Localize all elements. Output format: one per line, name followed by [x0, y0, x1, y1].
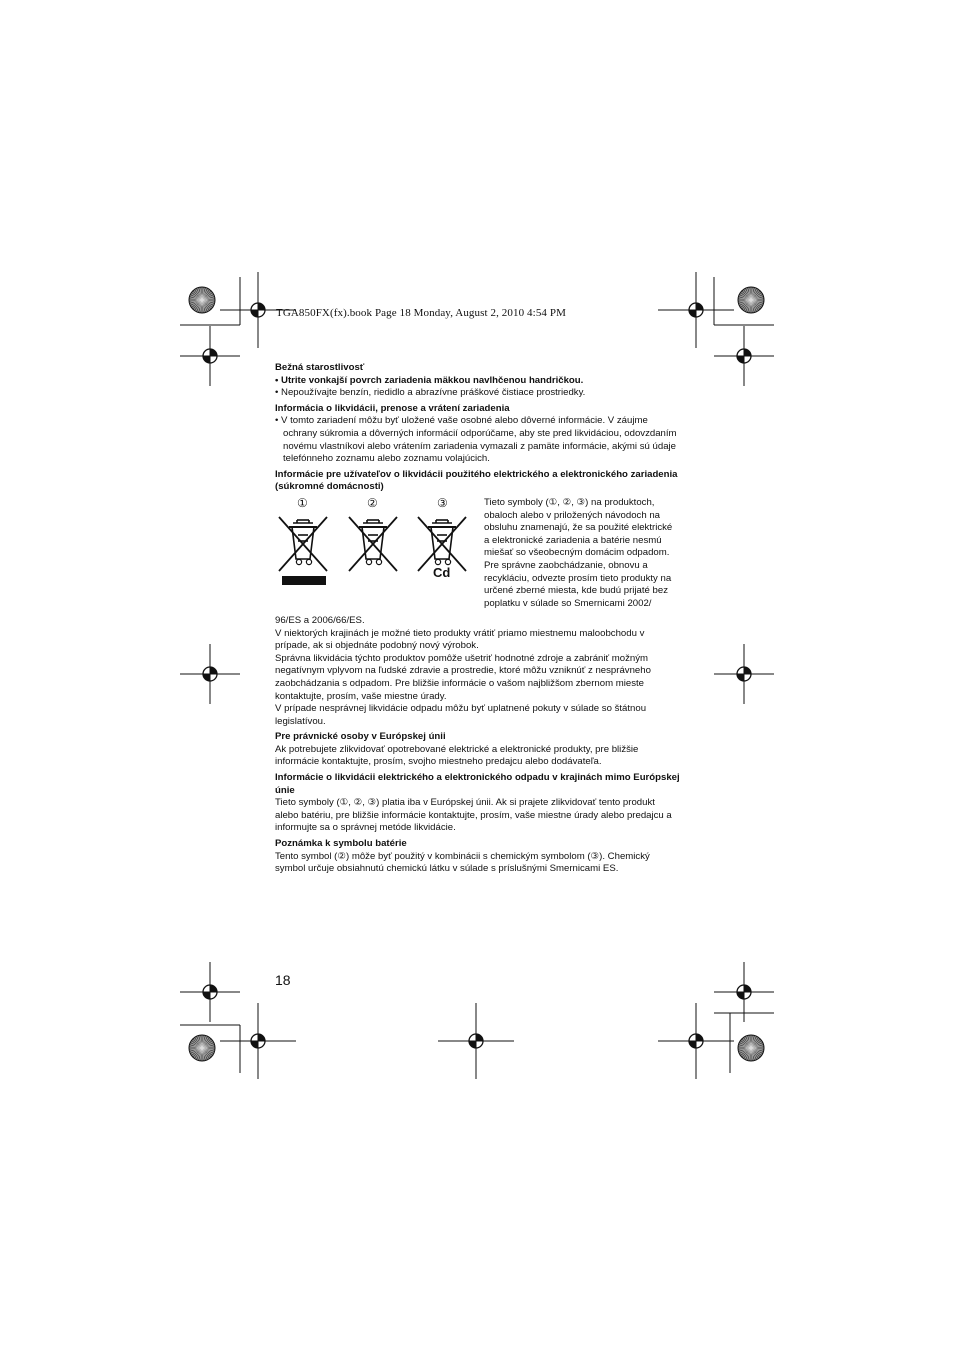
- registration-cross: [714, 326, 774, 386]
- symbol-3-label: ③: [437, 495, 448, 510]
- care-title: Bežná starostlivosť: [275, 362, 365, 373]
- outside-eu-text: Tieto symboly (①, ②, ③) platia iba v Európskej únii. Ak si prajete zlikvidovať tento produkt alebo batériu, pre bližšie informácie kontaktujte, prosím, vaše miestne úrady alebo predajcu a informujte sa o správnej metóde likvidácie.: [275, 797, 672, 834]
- page-number: 18: [275, 972, 291, 988]
- users-para-4: V prípade nesprávnej likvidácie odpadu môžu byť uplatnené pokuty v súlade so štátnou legislatívou.: [275, 703, 647, 727]
- crossed-bin-icon: [347, 515, 399, 573]
- battery-text: Tento symbol (②) môže byť použitý v kombinácii s chemickým symbolom (③). Chemický symbol určuje obsiahnutú chemickú látku v súlade s príslušnými Smernicami ES.: [275, 850, 650, 875]
- disposal-bullet-1-text: V tomto zariadení môžu byť uložené vaše osobné alebo dôverné informácie. V záujme ochrany súkromia a dôverných informácií odporúčame, aby ste pred likvidáciou, odovzdaním novému vlastníkovi alebo vrátením zariadenia vymazali z pamäte informácie, akými sú údaje telefónneho zoznamu alebo zoznamu volajúcich.: [281, 415, 677, 465]
- crossed-bin-icon: [277, 515, 329, 573]
- registration-cross: [220, 1003, 296, 1079]
- disposal-title: Informácia o likvidácii, prenose a vrátení zariadenia: [275, 402, 510, 414]
- business-text: Ak potrebujete zlikvidovať opotrebované elektrické a elektronické produkty, pre bližšie informácie kontaktujte, prosím, svojho miestneho predajcu alebo dodávateľa.: [275, 743, 639, 768]
- weee-block: [275, 497, 680, 615]
- business-title: Pre právnické osoby v Európskej únii: [275, 731, 446, 743]
- users-title: Informácie pre užívateľov o likvidácii použitého elektrického a elektronického zariadenia (súkromné domácnosti): [275, 468, 678, 493]
- registration-cross: [180, 644, 240, 704]
- book-header: TGA850FX(fx).book Page 18 Monday, August 2, 2010 4:54 PM: [276, 307, 566, 319]
- registration-cross: [180, 326, 240, 386]
- symbols-explanation: Tieto symboly (①, ②, ③) na produktoch, obaloch alebo v priložených návodoch na obsluhu znamenajú, že sa použité elektrické a elektronické zariadenia a batérie nesmú miešať so všeobecným domácim odpadom. Pre správne zaobchádzanie, obnovu a recykláciu, odvezte prosím tieto produkty na určené zberné miesta, kde budú prijaté bez poplatku v súlade so Smernicami 2002/: [484, 496, 673, 609]
- bin-underline-bar: [282, 576, 326, 585]
- weee-symbols: [275, 497, 480, 597]
- registration-cross: [438, 1003, 514, 1079]
- users-para-1: 96/ES a 2006/66/ES.: [275, 614, 365, 626]
- symbol-2-label: ②: [367, 495, 378, 510]
- care-bullet-1-text: Utrite vonkajší povrch zariadenia mäkkou navlhčenou handričkou.: [281, 374, 584, 386]
- registration-starburst: [189, 287, 215, 313]
- registration-cross: [180, 962, 240, 1022]
- users-para-3: Správna likvidácia týchto produktov pomôže ušetriť hodnotné zdroje a zabrániť možným negatívnym vplyvom na ľudské zdravie a prostredie, ktoré môžu vzniknúť z nesprávneho zaobchádzania s odpadom. Pre bližšie informácie o vašom najbližšom zbernom mieste kontaktujte, prosím, vaše miestne úrady.: [275, 652, 651, 702]
- registration-starburst: [738, 287, 764, 313]
- registration-starburst: [189, 1035, 215, 1061]
- cd-chemical-symbol: Cd: [433, 564, 451, 580]
- outside-eu-title: Informácie o likvidácii elektrického a elektronického odpadu v krajinách mimo Európskej únie: [275, 772, 680, 796]
- registration-starburst: [738, 1035, 764, 1061]
- battery-title: Poznámka k symbolu batérie: [275, 838, 407, 850]
- care-bullet-1: • Utrite vonkajší povrch zariadenia mäkkou navlhčenou handričkou.: [275, 374, 584, 386]
- registration-cross: [658, 272, 734, 348]
- users-para-2: V niektorých krajinách je možné tieto produkty vrátiť priamo miestnemu maloobchodu v prípade, ak si objednáte podobný nový výrobok.: [275, 627, 645, 652]
- symbol-1-label: ①: [297, 495, 308, 510]
- care-bullet-2-text: Nepoužívajte benzín, riedidlo a abrazívne práškové čistiace prostriedky.: [281, 387, 586, 399]
- page-content: [275, 362, 680, 876]
- disposal-bullet-1: • V tomto zariadení môžu byť uložené vaše osobné alebo dôverné informácie. V záujme ochrany súkromia a dôverných informácií odporúčame, aby ste pred likvidáciou, odovzdaním novému vlastníkovi alebo vrátením zariadenia vymazali z pamäte informácie, akými sú údaje telefónneho zoznamu alebo zoznamu volajúcich.: [275, 415, 677, 465]
- registration-cross: [714, 644, 774, 704]
- registration-cross: [658, 1003, 734, 1079]
- care-bullet-2: • Nepoužívajte benzín, riedidlo a abrazívne práškové čistiace prostriedky.: [275, 387, 586, 399]
